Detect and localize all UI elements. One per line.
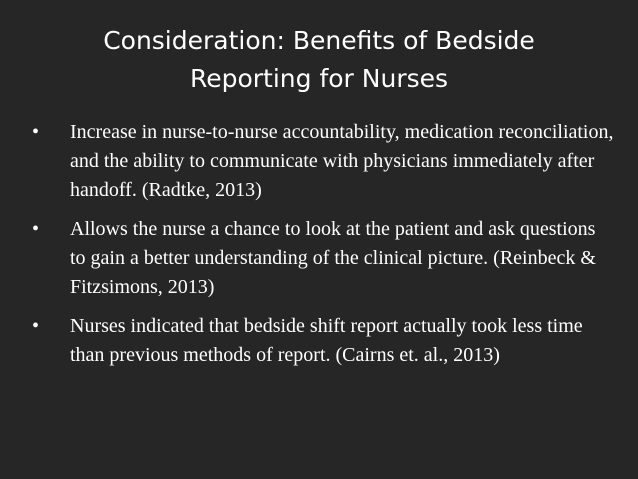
- slide-title: [40, 22, 598, 98]
- bullet-text-3: Nurses indicated that bedside shift report actually took less time than previous methods of report. (Cairns et. al., 2013): [70, 315, 583, 366]
- bullet-item-2: [30, 215, 615, 302]
- bullet-dot-icon: •: [32, 121, 40, 143]
- bullet-text-2: Allows the nurse a chance to look at the patient and ask questions to gain a better understanding of the clinical picture. (Reinbeck & Fitzsimons, 2013): [70, 218, 596, 298]
- bullet-dot-icon: •: [32, 218, 40, 240]
- slide-title-line-2: Reporting for Nurses: [189, 64, 449, 93]
- bullet-list: [30, 118, 615, 380]
- bullet-text-1: Increase in nurse-to-nurse accountability, medication reconciliation, and the ability to communicate with physicians immediately after handoff. (Radtke, 2013): [70, 121, 614, 201]
- slide-title-line-1: Consideration: Benefits of Bedside: [103, 26, 535, 55]
- bullet-dot-icon: •: [32, 315, 40, 337]
- bullet-item-1: [30, 118, 615, 205]
- bullet-item-3: [30, 312, 615, 370]
